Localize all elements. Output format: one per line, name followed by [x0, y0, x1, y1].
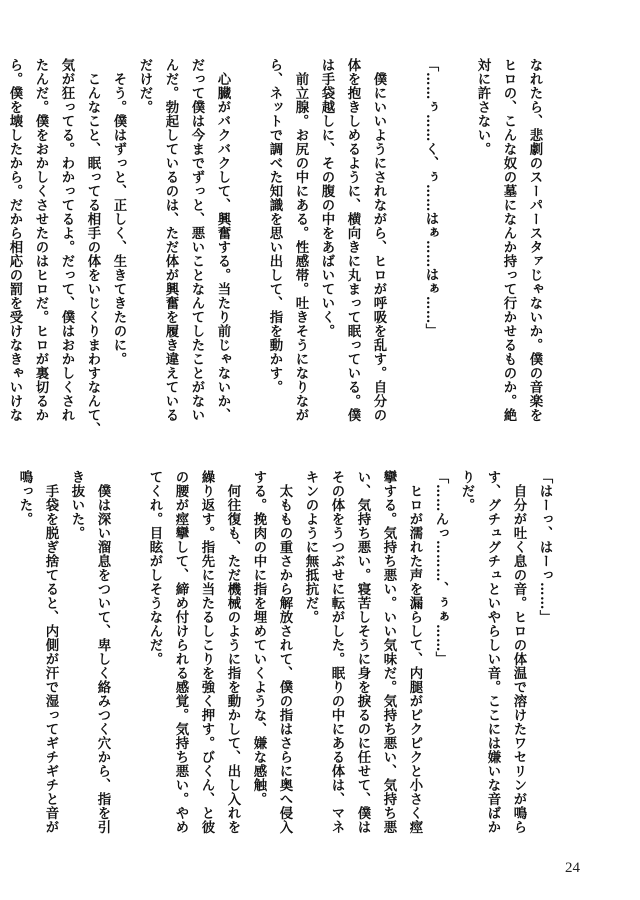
text-line: の腰が痙攣して、締め付けられる感覚。気持ち悪い。やめ — [173, 470, 189, 834]
page-number: 24 — [565, 860, 580, 876]
text-line: 自分が吐く息の音。ヒロの体温で溶けたワセリンが鳴ら — [511, 470, 527, 834]
text-line: 鳴った。 — [17, 470, 33, 526]
text-line: き抜いた。 — [69, 470, 85, 540]
blank-line — [392, 58, 418, 428]
text-line: 僕は深い溜息をついて、卑しく絡みつく穴から、指を引 — [95, 470, 111, 834]
text-line: 何往復も、ただ機械のように指を動かして、出し入れを — [225, 470, 241, 834]
text-line: ヒロが濡れた声を漏らして、内腿がピクピクと小さく痙 — [407, 470, 423, 834]
text-block-top — [0, 58, 548, 436]
text-line: 攣する。気持ち悪い。いい気味だ。気持ち悪い、気持ち悪 — [381, 470, 397, 834]
text-line: 「はーっ、はーっ……」 — [537, 470, 553, 624]
text-line: い、気持ち悪い。寝苦しそうに身を捩るのに任せて、僕は — [355, 470, 371, 834]
text-line: 心臓がバクバクして、興奮する。当たり前じゃないか、 — [215, 58, 231, 422]
text-line: キンのように無抵抗だ。 — [303, 470, 319, 624]
text-line: 体を抱きしめるように、横向きに丸まって眠っている。僕 — [345, 58, 361, 422]
text-line: 「……んっ………、ぅぁ……」 — [433, 470, 449, 666]
text-line: 気が狂ってる。わかってるよ。だって、僕はおかしくされ — [59, 58, 75, 422]
text-block-bottom — [12, 470, 558, 840]
text-line: は手袋越しに、その腹の中をあばいていく。 — [319, 58, 335, 338]
text-line: 前立腺。お尻の中にある。性感帯。吐きそうになりなが — [293, 58, 309, 422]
text-line: 対に許さない。 — [475, 58, 491, 156]
text-line: てくれ。目眩がしそうなんだ。 — [147, 470, 163, 666]
text-line: だって僕は今までずっと、悪いことなんてしたことがない — [189, 58, 205, 422]
text-line: 僕にいいようにされながら、ヒロが呼吸を乱す。自分の — [371, 58, 387, 422]
text-line: こんなこと、眠ってる相手の体をいじくりまわすなんて、 — [85, 58, 101, 436]
blank-line — [116, 470, 142, 840]
text-line: んだ。勃起しているのは、ただ体が興奮を履き違えている — [163, 58, 179, 422]
text-line: ら。僕を壊したから。だから相応の罰を受けなきゃいけな — [7, 58, 23, 422]
text-line: する。挽肉の中に指を埋めていくような、嫌な感触。 — [251, 470, 267, 806]
text-line: なれたら、悲劇のスーパースタァじゃないか。僕の音楽を — [527, 58, 543, 422]
blank-line — [236, 58, 262, 428]
blank-line — [444, 58, 470, 428]
text-line: 太ももの重さから解放されて、僕の指はさらに奥へ侵入 — [277, 470, 293, 834]
text-line: たんだ。僕をおかしくさせたのはヒロだ。ヒロが裏切るか — [33, 58, 49, 422]
text-line: ヒロの、こんな奴の墓になんか持って行かせるものか。絶 — [501, 58, 517, 422]
text-line: ら、ネットで調べた知識を思い出して、指を動かす。 — [267, 58, 283, 394]
text-line: そう。僕はずっと、正しく、生きてきたのに。 — [111, 58, 127, 366]
text-line: だけだ。 — [137, 58, 153, 114]
text-line: す、グチュグチュといやらしい音。ここには嫌いな音ばか — [485, 470, 501, 834]
text-line: 繰り返す。指先に当たるしこりを強く押す。びくん、と彼 — [199, 470, 215, 834]
text-line: その体をうつぶせに転がした。眠りの中にある体は、マネ — [329, 470, 345, 834]
text-line: 手袋を脱ぎ捨てると、内側が汗で湿ってギチギチと音が — [43, 470, 59, 834]
text-line: 「……ぅ……く、ぅ……はぁ……はぁ……」 — [423, 58, 439, 338]
text-line: りだ。 — [459, 470, 475, 512]
